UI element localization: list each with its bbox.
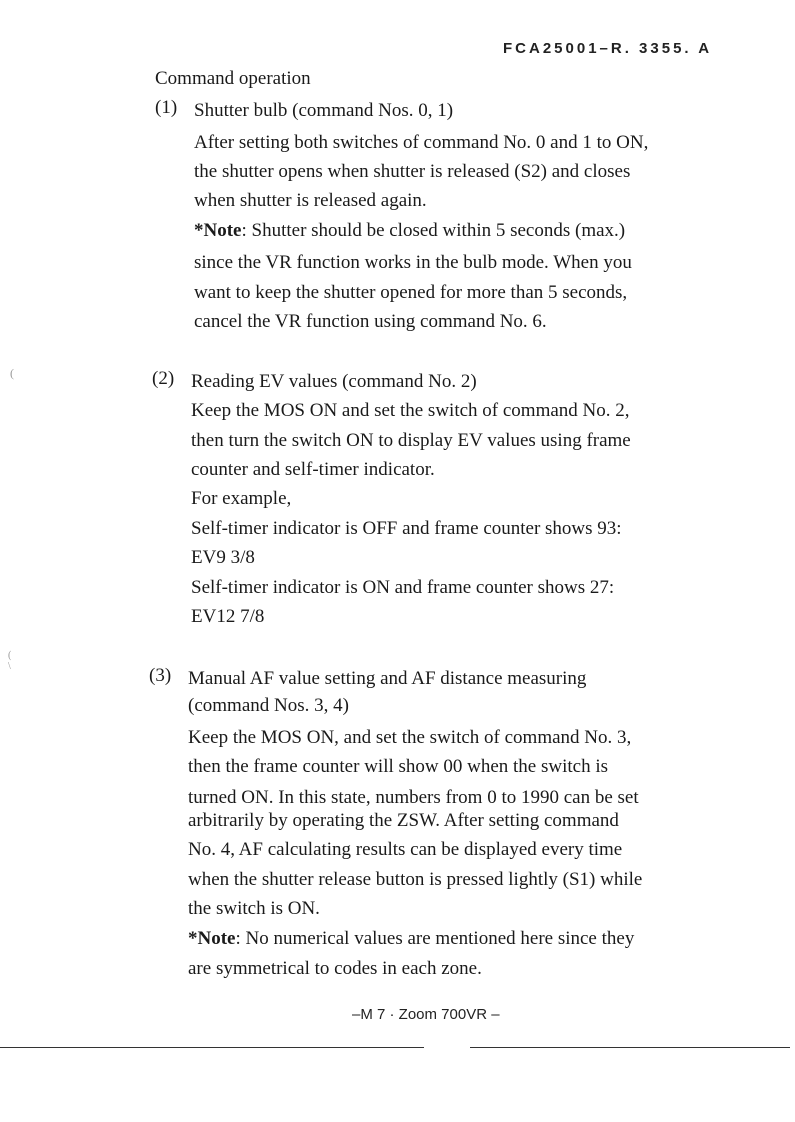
paragraph-line: arbitrarily by operating the ZSW. After setting command <box>188 810 619 831</box>
note-line <box>194 216 625 245</box>
paragraph-line: the switch is ON. <box>188 898 320 919</box>
paragraph-line: EV12 7/8 <box>191 606 265 627</box>
page-footer: –M 7 · Zoom 700VR – <box>352 1006 500 1023</box>
bottom-rule-right <box>470 1047 790 1048</box>
paragraph-line: turned ON. In this state, numbers from 0 to 1990 can be set <box>188 787 639 808</box>
note-line <box>188 924 634 953</box>
paragraph-line: Keep the MOS ON, and set the switch of command No. 3, <box>188 727 632 748</box>
paragraph-line: Self-timer indicator is OFF and frame counter shows 93: <box>191 518 622 539</box>
paragraph-line: Self-timer indicator is ON and frame counter shows 27: <box>191 577 615 598</box>
note-text: : Shutter should be closed within 5 seconds (max.) <box>241 220 626 241</box>
note-line: are symmetrical to codes in each zone. <box>188 958 482 979</box>
section-number: (2) <box>152 368 175 389</box>
paragraph-line: For example, <box>191 488 292 509</box>
section-heading: Shutter bulb (command Nos. 0, 1) <box>194 100 454 121</box>
document-code: FCA25001–R. 3355. A <box>503 40 713 57</box>
page-title: Command operation <box>155 68 311 89</box>
paragraph-line: No. 4, AF calculating results can be displayed every time <box>188 839 623 860</box>
paragraph-line: After setting both switches of command No. 0 and 1 to ON, <box>194 132 649 153</box>
paragraph-line: EV9 3/8 <box>191 547 255 568</box>
note-line: cancel the VR function using command No. 6. <box>194 311 547 332</box>
note-text: : No numerical values are mentioned here since they <box>235 928 635 949</box>
scan-mark: ( \ <box>8 650 12 672</box>
section-heading: Reading EV values (command No. 2) <box>191 371 477 392</box>
note-line: since the VR function works in the bulb mode. When you <box>194 252 632 273</box>
note-label: *Note <box>188 928 236 949</box>
paragraph-line: then turn the switch ON to display EV values using frame <box>191 430 631 451</box>
paragraph-line: the shutter opens when shutter is released (S2) and closes <box>194 161 631 182</box>
paragraph-line: counter and self-timer indicator. <box>191 459 435 480</box>
section-heading-continued: (command Nos. 3, 4) <box>188 695 349 716</box>
paragraph-line: when the shutter release button is pressed lightly (S1) while <box>188 869 643 890</box>
paragraph-line: when shutter is released again. <box>194 190 427 211</box>
bottom-rule-left <box>0 1047 424 1048</box>
note-line: want to keep the shutter opened for more than 5 seconds, <box>194 282 628 303</box>
scan-mark: ( <box>10 366 14 380</box>
section-number: (3) <box>149 665 172 686</box>
section-heading: Manual AF value setting and AF distance measuring <box>188 668 587 689</box>
note-label: *Note <box>194 220 242 241</box>
paragraph-line: then the frame counter will show 00 when the switch is <box>188 756 609 777</box>
section-number: (1) <box>155 97 178 118</box>
paragraph-line: Keep the MOS ON and set the switch of command No. 2, <box>191 400 630 421</box>
